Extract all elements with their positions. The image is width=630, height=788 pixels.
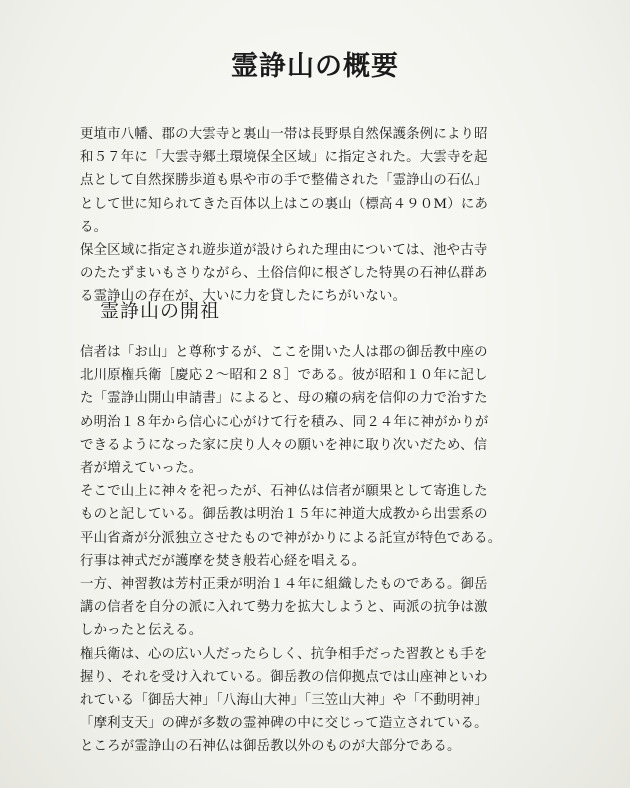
- text-line: め明治１８年から信心に心がけて行を積み、同２４年に神がかりが: [80, 414, 489, 430]
- text-line: ところが霊諍山の石神仏は御岳教以外のものが大部分である。: [80, 739, 461, 755]
- text-line: る。: [80, 219, 108, 235]
- text-line: 保全区域に指定され遊歩道が設けられた理由については、池や古寺: [80, 243, 488, 259]
- page-title: 霊諍山の概要: [231, 51, 399, 82]
- intro-paragraph: [80, 123, 560, 309]
- text-line: 信者は「お山」と尊称するが、ここを開いた人は郡の御岳教中座の: [80, 345, 488, 360]
- text-line: ものと記している。御岳教は明治１５年に神道大成教から出雲系の: [80, 507, 488, 523]
- text-line: る霊諍山の存在が、大いに力を貸したにちがいない。: [80, 289, 407, 305]
- text-line: 講の信者を自分の派に入れて勢力を拡大しようと、両派の抗争は激: [80, 600, 488, 616]
- text-line: 一方、神習教は芳村正秉が明治１４年に組織したものである。御岳: [80, 577, 488, 593]
- text-line: しかったと伝える。: [80, 623, 203, 639]
- text-line: 行事は神式だが護摩を焚き般若心経を唱える。: [80, 553, 366, 569]
- text-line: として世に知られてきた百体以上はこの裏山（標高４９０M）にあ: [80, 196, 489, 212]
- text-line: 者が増えていった。: [80, 461, 203, 477]
- text-line: 北川原権兵衛［慶応２～昭和２８］である。彼が昭和１０年に記し: [80, 368, 488, 384]
- text-line: 更埴市八幡、郡の大雲寺と裏山一帯は長野県自然保護条例により昭: [80, 127, 488, 142]
- section-heading: 霊諍山の開祖: [100, 300, 221, 322]
- text-line: 和５７年に「大雲寺郷土環境保全区域」に指定された。大雲寺を起: [80, 150, 488, 166]
- text-line: 点として自然探勝歩道も県や市の手で整備された「霊諍山の石仏」: [80, 173, 488, 189]
- text-line: そこで山上に神々を祀ったが、石神仏は信者が願果として寄進した: [80, 484, 488, 500]
- text-line: 権兵衛は、心の広い人だったらしく、抗争相手だった習教とも手を: [80, 646, 488, 662]
- text-line: のたたずまいもさりながら、土俗信仰に根ざした特異の石神仏群あ: [80, 266, 488, 282]
- text-line: できるようになった家に戻り人々の願いを神に取り次いだため、信: [80, 437, 488, 453]
- text-line: た「霊諍山開山申請書」によると、母の癪の病を信仰の力で治すた: [80, 391, 488, 407]
- text-line: 「摩利支天」の碑が多数の霊神碑の中に交じって造立されている。: [80, 716, 488, 732]
- text-line: れている「御岳大神」「八海山大神」「三笠山大神」や「不動明神」: [80, 693, 488, 709]
- text-line: 握り、それを受け入れている。御岳教の信仰拠点では山座神といわ: [80, 669, 488, 685]
- text-line: 平山省斎が分派独立させたもので神がかりによる託宣が特色である。: [80, 530, 502, 546]
- body-paragraph: [80, 341, 560, 759]
